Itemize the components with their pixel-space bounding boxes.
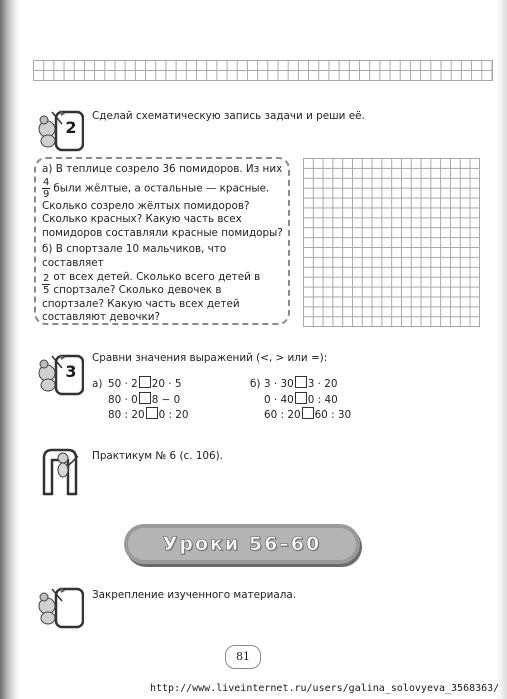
expression-right: 3 · 20 bbox=[307, 378, 338, 390]
comparison-row bbox=[92, 407, 189, 422]
page-edge-right bbox=[495, 0, 507, 699]
problem-a-text: были жёлтые, а остальные — красные. bbox=[53, 182, 270, 195]
comparison-answer-box[interactable] bbox=[146, 407, 158, 419]
mouse-task-icon bbox=[34, 108, 84, 152]
fraction-numerator: 2 bbox=[43, 272, 50, 284]
fraction-denominator: 5 bbox=[43, 284, 50, 296]
problem-a-line-2 bbox=[42, 177, 286, 200]
fraction-two-fifths bbox=[42, 273, 50, 296]
expression-right: 20 · 5 bbox=[151, 378, 182, 390]
comparison-row bbox=[92, 392, 180, 407]
comparison-answer-box[interactable] bbox=[295, 392, 307, 404]
practicum-icon bbox=[38, 446, 84, 496]
task-number: 2 bbox=[65, 118, 77, 137]
comparison-prefix: б) bbox=[250, 378, 261, 390]
comparison-answer-box[interactable] bbox=[295, 376, 307, 388]
problem-b-rest bbox=[42, 271, 286, 325]
source-url: http://www.liveinternet.ru/users/galina_solovyeva_3568363/ bbox=[150, 683, 500, 694]
practicum-reference: Практикум № 6 (с. 106). bbox=[92, 450, 224, 462]
expression-left: 80 : 20 bbox=[108, 409, 145, 421]
comparison-row bbox=[92, 376, 182, 391]
expression-left: 60 : 20 bbox=[264, 409, 301, 421]
problem-a-questions: Сколько созрело жёлтых помидоров? Сколько красных? Какую часть всех помидоров составляли красные помидоры? bbox=[42, 199, 283, 239]
expression-left: 3 · 30 bbox=[264, 378, 294, 390]
task-instruction: Сделай схематическую запись задачи и реши её. bbox=[92, 110, 365, 122]
fraction-numerator: 4 bbox=[43, 176, 50, 188]
expression-right: 0 : 20 bbox=[158, 409, 189, 421]
mouse-task-icon bbox=[34, 585, 84, 629]
fraction-four-ninths bbox=[42, 177, 50, 200]
task-instruction: Сравни значения выражений (<, > или =): bbox=[92, 352, 328, 364]
comparison-prefix: а) bbox=[92, 378, 103, 390]
expression-left: 50 · 2 bbox=[108, 378, 138, 390]
solution-grid bbox=[303, 158, 480, 327]
comparison-answer-box[interactable] bbox=[139, 392, 151, 404]
lessons-banner bbox=[124, 524, 360, 564]
expression-right: 60 : 30 bbox=[314, 409, 352, 421]
problem-b-line-1: б) В спортзале 10 мальчиков, что составляет bbox=[42, 243, 227, 269]
problem-a-line-1: а) В теплице созрело 36 помидоров. Из них bbox=[42, 163, 283, 175]
lessons-banner-text: Уроки 56–60 bbox=[162, 533, 322, 555]
answer-grid-strip bbox=[33, 60, 493, 81]
expression-right: 0 : 40 bbox=[307, 393, 338, 406]
expression-right: 8 − 0 bbox=[151, 393, 181, 406]
expression-left: 80 · 0 bbox=[108, 393, 138, 406]
task-problems bbox=[42, 163, 286, 325]
mouse-task-icon bbox=[34, 352, 84, 396]
consolidation-text: Закрепление изученного материала. bbox=[92, 589, 297, 601]
expression-left: 0 · 40 bbox=[264, 393, 294, 406]
comparison-row bbox=[250, 407, 351, 422]
comparison-row bbox=[250, 392, 338, 407]
fraction-denominator: 9 bbox=[43, 188, 50, 200]
problem-b-text: от всех детей. Сколько всего детей в спортзале? Сколько девочек в спортзале? Какую часть всех детей составляют девочки? bbox=[42, 270, 261, 324]
binding-shadow bbox=[0, 0, 20, 699]
task-number: 3 bbox=[65, 362, 77, 381]
comparison-answer-box[interactable] bbox=[139, 376, 151, 388]
comparison-answer-box[interactable] bbox=[302, 407, 314, 419]
page-number: 81 bbox=[225, 645, 261, 669]
comparison-row bbox=[250, 376, 338, 391]
